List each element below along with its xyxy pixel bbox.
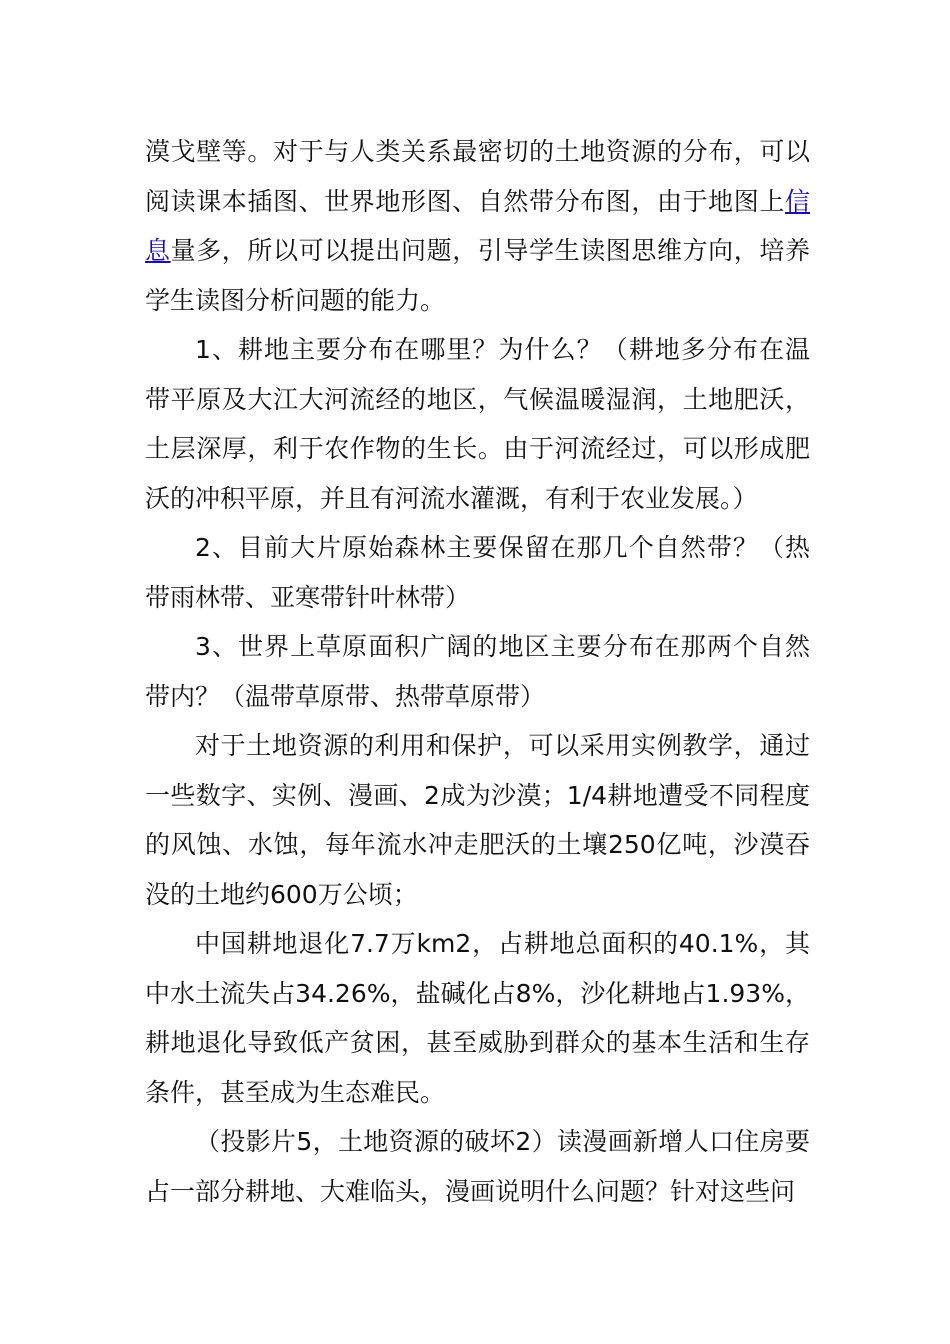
paragraph-question-2: 2、目前大片原始森林主要保留在那几个自然带？（热带雨林带、亚寒带针叶林带） — [145, 533, 810, 612]
paragraph-china-degradation: 中国耕地退化7.7万km2，占耕地总面积的40.1%，其中水土流失占34.26%，盐碱化占8%，沙化耕地占1.93%，耕地退化导致低产贫困，甚至威胁到群众的基本生活和生存条件，甚至成为生态难民。 — [145, 929, 810, 1107]
paragraph-continuation — [145, 127, 810, 325]
paragraph-slide-5: （投影片5，土地资源的破坏2）读漫画新增人口住房要占一部分耕地、大难临头，漫画说明什么问题？针对这些问 — [145, 1127, 810, 1206]
paragraph-text: 漠戈壁等。对于与人类关系最密切的土地资源的分布，可以阅读课本插图、世界地形图、自然带分布图，由于地图上 — [145, 137, 810, 216]
info-link[interactable]: 信息 — [145, 186, 810, 265]
paragraph-question-1: 1、耕地主要分布在哪里？为什么？（耕地多分布在温带平原及大江大河流经的地区，气候温暖湿润，土地肥沃，土层深厚，利于农作物的生长。由于河流经过，可以形成肥沃的冲积平原，并且有河流水灌溉，有利于农业发展。） — [145, 335, 810, 513]
paragraph-question-3: 3、世界上草原面积广阔的地区主要分布在那两个自然带内？（温带草原带、热带草原带） — [145, 632, 810, 711]
paragraph-land-use: 对于土地资源的利用和保护，可以采用实例教学，通过一些数字、实例、漫画、2成为沙漠；1/4耕地遭受不同程度的风蚀、水蚀，每年流水冲走肥沃的土壤250亿吨，沙漠吞没的土地约600万公顷； — [145, 731, 810, 909]
document-page — [145, 127, 810, 1216]
paragraph-text: 量多，所以可以提出问题，引导学生读图思维方向，培养学生读图分析问题的能力。 — [145, 236, 810, 315]
